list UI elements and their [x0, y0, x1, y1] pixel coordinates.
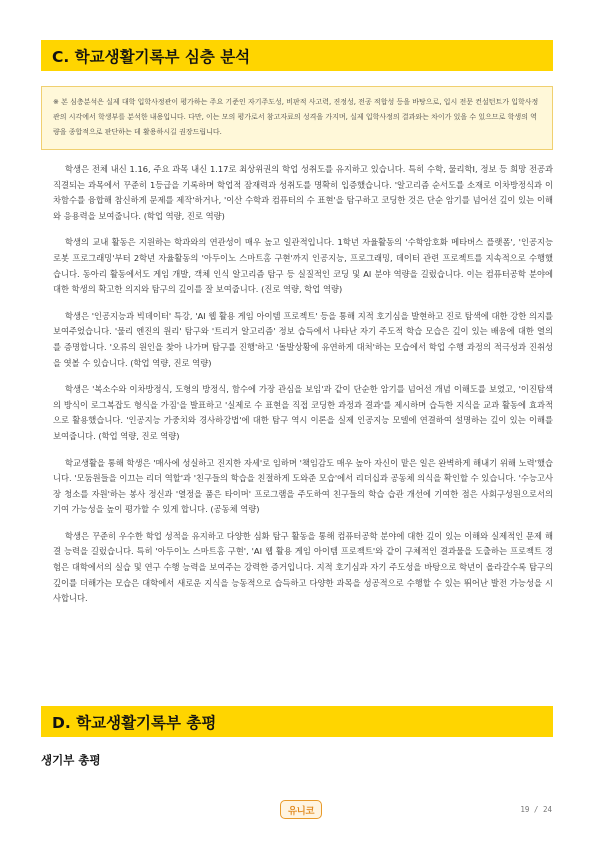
paragraph: 학생의 교내 활동은 지원하는 학과와의 연관성이 매우 높고 일관적입니다. 1학년 자율활동의 '수학암호화 메타버스 플랫폼', '인공지능 로봇 프로그래밍'부터 2학년 자율활동의 '아두이노 스마트홈 구현'까지 인공지능, 프로그래밍, 데이터 관련 프로젝트를 지속적으로 수행했습니다. 동아리 활동에서도 게임 개발, 객체 인식 알고리즘 탐구 등 실질적인 코딩 및 AI 분야 역량을 길렀습니다. 이는 컴퓨터공학 분야에 대한 학생의 확고한 의지와 탐구의 깊이를 잘 보여줍니다. (진로 역량, 학업 역량)	[53, 237, 553, 295]
paragraph: 학생은 전체 내신 1.16, 주요 과목 내신 1.17로 최상위권의 학업 성취도를 유지하고 있습니다. 특히 수학, 물리학I, 정보 등 희망 전공과 직결되는 과목에서 꾸준히 1등급을 기록하며 학업적 잠재력과 성취도를 명확히 입증했습니다. '알고리즘 순서도를 소재로 이차방정식과 이차함수를 융합해 참신하게 문제를 제작'하거나, '이산 수학과 컴퓨터의 수 표현'을 탐구하고 코딩한 것은 단순 암기를 넘어선 깊이 있는 이해와 응용력을 보여줍니다. (학업 역량, 진로 역량)	[53, 164, 553, 221]
page-number: 19 / 24	[520, 805, 552, 814]
paragraph: 학교생활을 통해 학생은 '매사에 성실하고 진지한 자세'로 임하며 '책임감도 매우 높아 자신이 맡은 일은 완벽하게 해내기 위해 노력'했습니다. '모둠원들을 이끄는 리더 역할'과 '친구들의 학습을 친절하게 도와준 모습'에서 리더십과 공동체 의식을 확인할 수 있습니다. '수능고사장 청소를 자원'하는 봉사 정신과 '열정을 품은 타이머' 프로그램을 주도하여 친구들의 학습 습관 개선에 기여한 점은 사회구성원으로서의 기여 가능성을 높이 평가할 수 있게 합니다. (공동체 역량)	[53, 457, 553, 515]
analysis-body	[53, 162, 553, 618]
section-d-title: D. 학교생활기록부 총평	[52, 713, 217, 732]
section-d-header	[41, 706, 553, 737]
brand-logo	[280, 800, 322, 819]
paragraph: 학생은 '복소수와 이차방정식, 도형의 방정식, 함수에 가장 관심을 보임'과 같이 단순한 암기를 넘어선 개념 이해도를 보였고, '이진탐색의 방식이 로그복잡도 형식을 가짐'을 발표하고 '실제로 수 표현을 직접 코딩한 과정과 결과'를 제시하며 습득한 지식을 교과 활동에 효과적으로 활용했습니다. '인공지능 가중치와 경사하강법'에 대한 탐구 역시 이론을 실제 인공지능 모델에 연결하여 설명하는 깊이 있는 이해를 보여줍니다. (학업 역량, 진로 역량)	[53, 384, 553, 441]
summary-subtitle: 생기부 총평	[41, 753, 101, 767]
logo-text: 유니코	[287, 805, 315, 817]
notice-box	[41, 86, 553, 150]
section-c-header	[41, 40, 553, 71]
notice-text: ※ 본 심층분석은 실제 대학 입학사정관이 평가하는 주요 기준인 자기주도성, 비판적 사고력, 진정성, 전공 적합성 등을 바탕으로, 입시 전문 컨설턴트가 입학사정관의 시각에서 학생부를 분석한 내용입니다. 다만, 이는 모의 평가로서 참고자료의 성격을 가지며, 실제 입학사정의 결과와는 차이가 있을 수 있으므로 학생의 역량을 종합적으로 판단하는 데 활용하시길 권장드립니다.	[53, 98, 539, 136]
paragraph: 학생은 꾸준히 우수한 학업 성적을 유지하고 다양한 심화 탐구 활동을 통해 컴퓨터공학 분야에 대한 깊이 있는 이해와 실제적인 문제 해결 능력을 길렀습니다. 특히 '아두이노 스마트홈 구현', 'AI 웹 활용 게임 아이템 프로젝트'와 같이 구체적인 결과물을 도출하는 프로젝트 경험은 대학에서의 실습 및 연구 수행 능력을 보여주는 강력한 증거입니다. 지적 호기심과 자기 주도성을 바탕으로 학년이 올라갈수록 탐구의 깊이를 더해가는 모습은 대학에서 새로운 지식을 능동적으로 습득하고 다양한 과목을 성공적으로 수행할 수 있는 뛰어난 발전 가능성을 시사합니다.	[53, 530, 553, 604]
section-c-title: C. 학교생활기록부 심층 분석	[52, 47, 251, 66]
paragraph: 학생은 '인공지능과 빅데이터' 특강, 'AI 웹 활용 게임 아이템 프로젝트' 등을 통해 지적 호기심을 발현하고 진로 탐색에 대한 강한 의지를 보여주었습니다. '물리 엔진의 원리' 탐구와 '트리거 알고리즘' 정보 습득에서 나타난 자기 주도적 학습 모습은 깊이 있는 배움에 대한 열의를 증명합니다. '오류의 원인을 찾아 나가며 탐구를 진행'하고 '돌발상황에 유연하게 대처'하는 모습에서 학업 수행 과정의 적극성과 진취성을 엿볼 수 있습니다. (학업 역량, 진로 역량)	[53, 310, 553, 368]
